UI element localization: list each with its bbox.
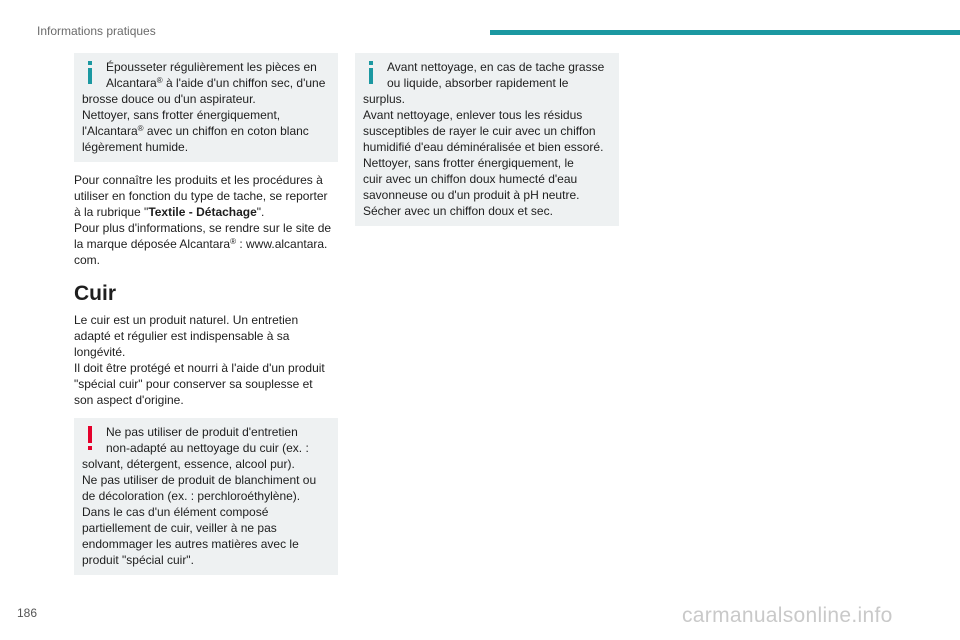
line: Alcantara® à l'aide d'un chiffon sec, d'une (106, 76, 326, 90)
warning-icon (87, 426, 93, 450)
line: Épousseter régulièrement les pièces en (106, 60, 317, 74)
info-box-alcantara (74, 53, 338, 162)
line: l'Alcantara® avec un chiffon en coton blanc (82, 124, 309, 138)
line: Nettoyer, sans frotter énergiquement, (82, 108, 281, 122)
paragraph-detachage: Pour connaître les produits et les procédures à utiliser en fonction du type de tache, se reporter à la rubrique "Textile - Détachage". Pour plus d'informations, se rendre sur le site de la marque déposée Alcantara® : www.alcantara. com. (74, 173, 332, 267)
warning-box-cuir: Ne pas utiliser de produit d'entretien non-adapté au nettoyage du cuir (ex. : solvant, détergent, essence, alcool pur). Ne pas utiliser de produit de blanchiment ou de décoloration (ex. : perchloroéthylène). Dans le cas d'un élément composé partiellement de cuir, veiller à ne pas endommager les autres matières avec le produit "spécial cuir". (74, 418, 338, 575)
registered-mark: ® (156, 76, 163, 85)
right-column (355, 53, 619, 226)
header-title: Informations pratiques (37, 24, 156, 38)
watermark: carmanualsonline.info (682, 604, 893, 627)
info-icon (87, 61, 93, 85)
link-textile-detachage[interactable]: Textile - Détachage (148, 205, 257, 219)
line: légèrement humide. (82, 140, 189, 154)
paragraph-cuir: Le cuir est un produit naturel. Un entretien adapté et régulier est indispensable à sa longévité. Il doit être protégé et nourri à l'aide d'un produit "spécial cuir" pour conserver sa souplesse et son aspect d'origine. (74, 313, 325, 407)
info-icon (368, 61, 374, 85)
line: brosse douce ou d'un aspirateur. (82, 92, 256, 106)
info-box-cuir: Avant nettoyage, en cas de tache grasse ou liquide, absorber rapidement le surplus. Avant nettoyage, enlever tous les résidus susceptibles de rayer le cuir avec un chiffon humidifié d'eau déminéralisée et bien essoré. Nettoyer, sans frotter énergiquement, le cuir avec un chiffon doux humecté d'eau savonneuse ou d'un produit à pH neutre. Sécher avec un chiffon doux et sec. (355, 53, 619, 226)
header-accent-bar (490, 30, 960, 35)
section-heading-cuir: Cuir (74, 282, 116, 305)
page-number: 186 (17, 606, 38, 620)
left-column (74, 53, 338, 575)
